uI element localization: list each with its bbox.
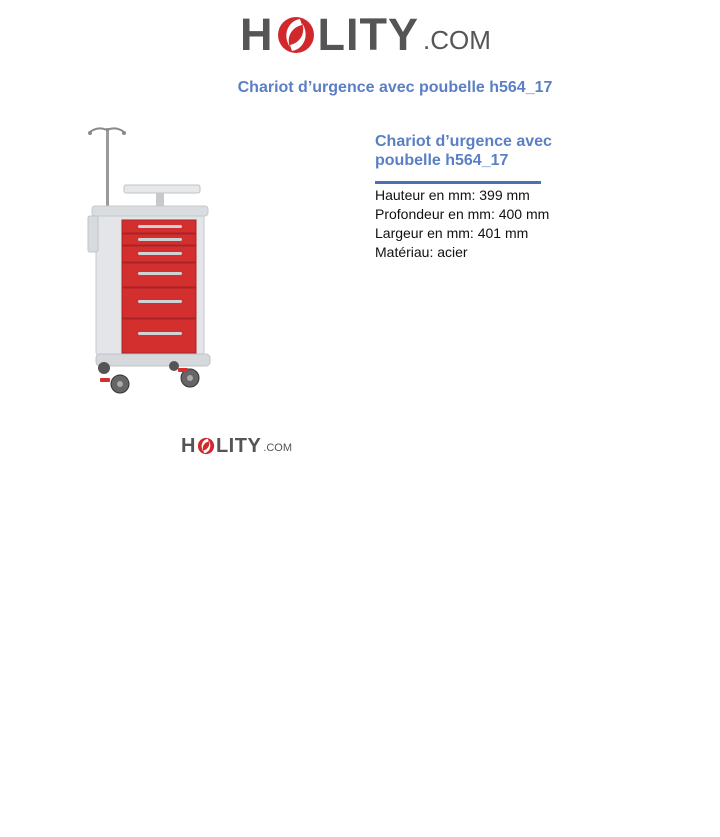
product-specs: [375, 186, 549, 262]
logo-suffix: .COM: [263, 442, 293, 454]
spec-height: Hauteur en mm: 399 mm: [375, 187, 530, 203]
logo-letters: LITY: [215, 435, 262, 457]
title-underline: [375, 181, 541, 184]
page-title: Chariot d’urgence avec poubelle h564_17: [237, 79, 553, 96]
spec-depth: Profondeur en mm: 400 mm: [375, 206, 550, 222]
holity-logo-small: [181, 436, 292, 456]
logo-letter-h: H: [240, 9, 274, 60]
logo-suffix: .COM: [423, 25, 491, 55]
logo-o-icon: [276, 15, 316, 55]
emergency-cart-image: [84, 122, 224, 402]
logo-letter-h: H: [181, 435, 196, 457]
spec-width: Largeur en mm: 401 mm: [375, 225, 529, 241]
logo-o-icon: [197, 437, 215, 455]
spec-material: Matériau: acier: [375, 244, 468, 260]
product-title: Chariot d’urgence avec poubelle h564_17: [375, 133, 552, 169]
holity-logo: [240, 9, 491, 60]
logo-letters: LITY: [317, 9, 419, 60]
